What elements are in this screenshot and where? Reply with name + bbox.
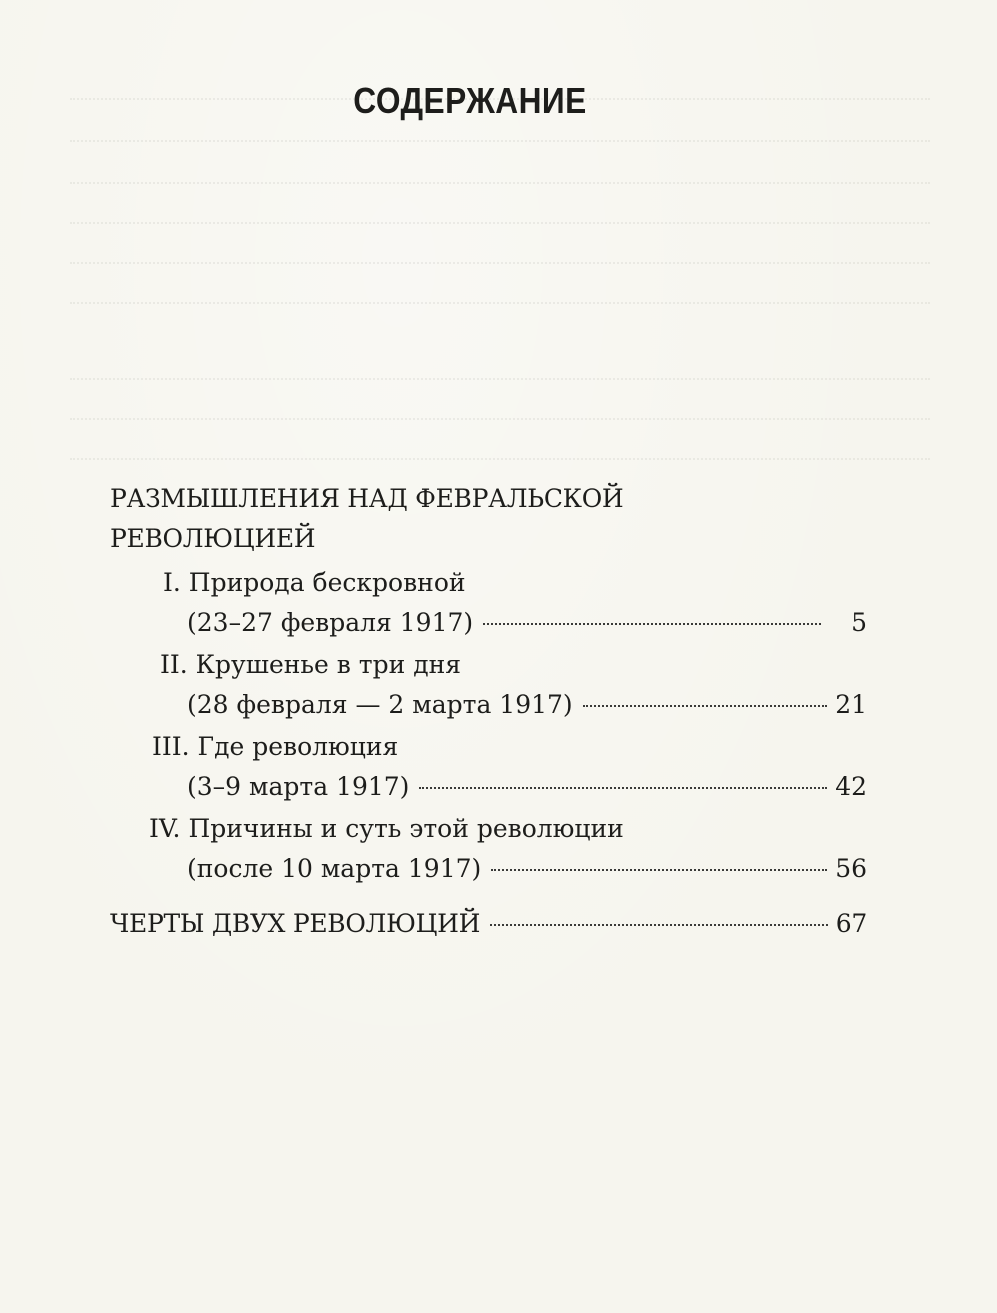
chapter-dates: (после 10 марта 1917) — [187, 854, 482, 883]
chapter-title: Где революция — [197, 732, 399, 761]
page-number: 56 — [835, 854, 867, 883]
bleed-through-line — [70, 302, 930, 316]
chapter-title: Крушенье в три дня — [195, 650, 462, 679]
section-heading — [110, 479, 670, 559]
chapter-number: II. — [160, 650, 188, 679]
bleed-through-line — [70, 458, 930, 472]
bleed-through-line — [70, 378, 930, 392]
chapter-dates: (23–27 февраля 1917) — [187, 608, 474, 637]
dot-leader — [419, 787, 827, 789]
dot-leader — [490, 924, 828, 926]
dot-leader — [483, 623, 821, 625]
page-number: 67 — [835, 909, 867, 938]
bleed-through-line — [70, 182, 930, 196]
page-number: 21 — [835, 690, 867, 719]
chapter-dates: (28 февраля — 2 марта 1917) — [187, 690, 573, 719]
chapter-number: I. — [163, 568, 181, 597]
chapter-title: Причины и суть этой революции — [188, 814, 624, 843]
dot-leader — [583, 705, 828, 707]
page-number: 5 — [851, 608, 867, 637]
chapter-number: IV. — [149, 814, 181, 843]
chapter-number: III. — [152, 732, 190, 761]
section-heading-line-1: РАЗМЫШЛЕНИЯ НАД ФЕВРАЛЬСКОЙ — [110, 484, 624, 513]
chapter-title: Природа бескровной — [188, 568, 466, 597]
bleed-through-line — [70, 222, 930, 236]
bleed-through-line — [70, 418, 930, 432]
page-title: СОДЕРЖАНИЕ — [353, 80, 587, 121]
final-section-title: ЧЕРТЫ ДВУХ РЕВОЛЮЦИЙ — [110, 909, 481, 938]
bleed-through-line — [70, 140, 930, 154]
page-number: 42 — [835, 772, 867, 801]
chapter-dates: (3–9 марта 1917) — [187, 772, 410, 801]
dot-leader — [491, 869, 827, 871]
section-heading-line-2: РЕВОЛЮЦИЕЙ — [110, 524, 316, 553]
bleed-through-line — [70, 262, 930, 276]
